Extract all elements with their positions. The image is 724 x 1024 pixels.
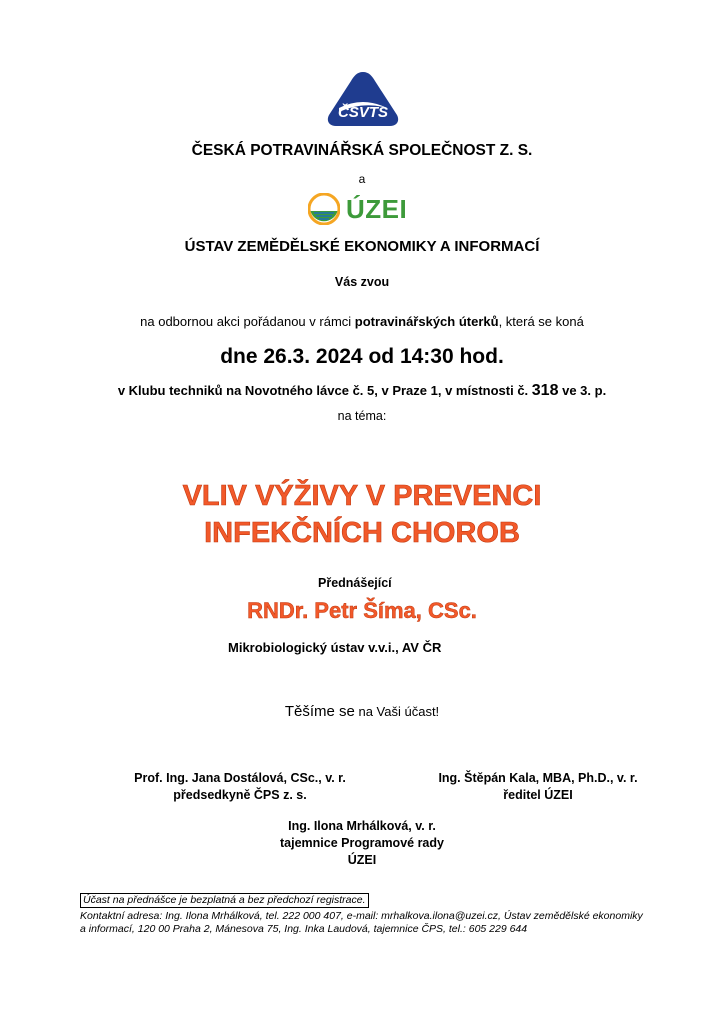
greeting-part-1: Těšíme se [284,703,355,720]
organizer-1: ČESKÁ POTRAVINÁŘSKÁ SPOLEČNOST Z. S. [191,142,533,159]
signature-1-role: předsedkyně ČPS z. s. [173,788,307,802]
event-pre: na odbornou akci pořádanou v rámci [140,314,355,329]
signature-3 [250,818,474,869]
uzei-emblem-icon [308,193,340,225]
signature-1-name: Prof. Ing. Jana Dostálová, CSc., v. r. [134,771,346,785]
talk-title-line-1: VLIV VÝŽIVY V PREVENCI [182,480,542,512]
talk-title-line-2: INFEKČNÍCH CHOROB [204,517,520,549]
room-number: 318 [531,382,559,399]
greeting [0,703,724,720]
place-post: ve 3. p. [558,383,607,398]
topic-label: na téma: [337,409,387,423]
event-place [0,382,724,400]
signature-3-role-2: ÚZEI [347,853,377,867]
event-series: potravinářských úterků [354,314,499,329]
signature-2 [393,770,683,804]
event-description [0,314,724,329]
contact-info: Kontaktní adresa: Ing. Ilona Mrhálková, tel. 222 000 407, e-mail: mrhalkova.ilona@uzei.cz, Ústav zemědělské ekonomiky a informací, 120 00 Praha 2, Mánesova 75, Ing. Inka Laudová, tajemnice ČPS, tel.: 605 229 644 [80,910,643,935]
uzei-logo-text: ÚZEI [346,193,408,224]
lecturer-label: Přednášející [318,576,392,590]
organizer-2: ÚSTAV ZEMĚDĚLSKÉ EKONOMIKY A INFORMACÍ [184,238,540,255]
place-pre: v Klubu techniků na Novotného lávce č. 5, v Praze 1, v místnosti č. [117,383,532,398]
signature-1 [95,770,385,804]
uzei-logo [308,192,407,226]
signature-3-role: tajemnice Programové rady [280,836,444,850]
greeting-part-2: na Vaši účast! [354,704,440,719]
event-date: dne 26.3. 2024 od 14:30 hod. [220,345,504,368]
conjunction: a [358,172,366,186]
signature-3-name: Ing. Ilona Mrhálková, v. r. [288,819,436,833]
event-post: , která se koná [498,314,584,329]
lecturer-name: RNDr. Petr Šíma, CSc. [247,598,477,623]
invite-text: Vás zvou [334,275,390,289]
csvts-logo-text: ČSVTS [337,104,389,121]
lecturer-affiliation: Mikrobiologický ústav v.v.i., AV ČR [228,640,442,655]
csvts-logo [325,70,401,128]
registration-note: Účast na přednášce je bezplatná a bez předchozí registrace. [80,893,369,908]
signature-2-name: Ing. Štěpán Kala, MBA, Ph.D., v. r. [438,771,638,785]
signature-2-role: ředitel ÚZEI [503,788,573,802]
